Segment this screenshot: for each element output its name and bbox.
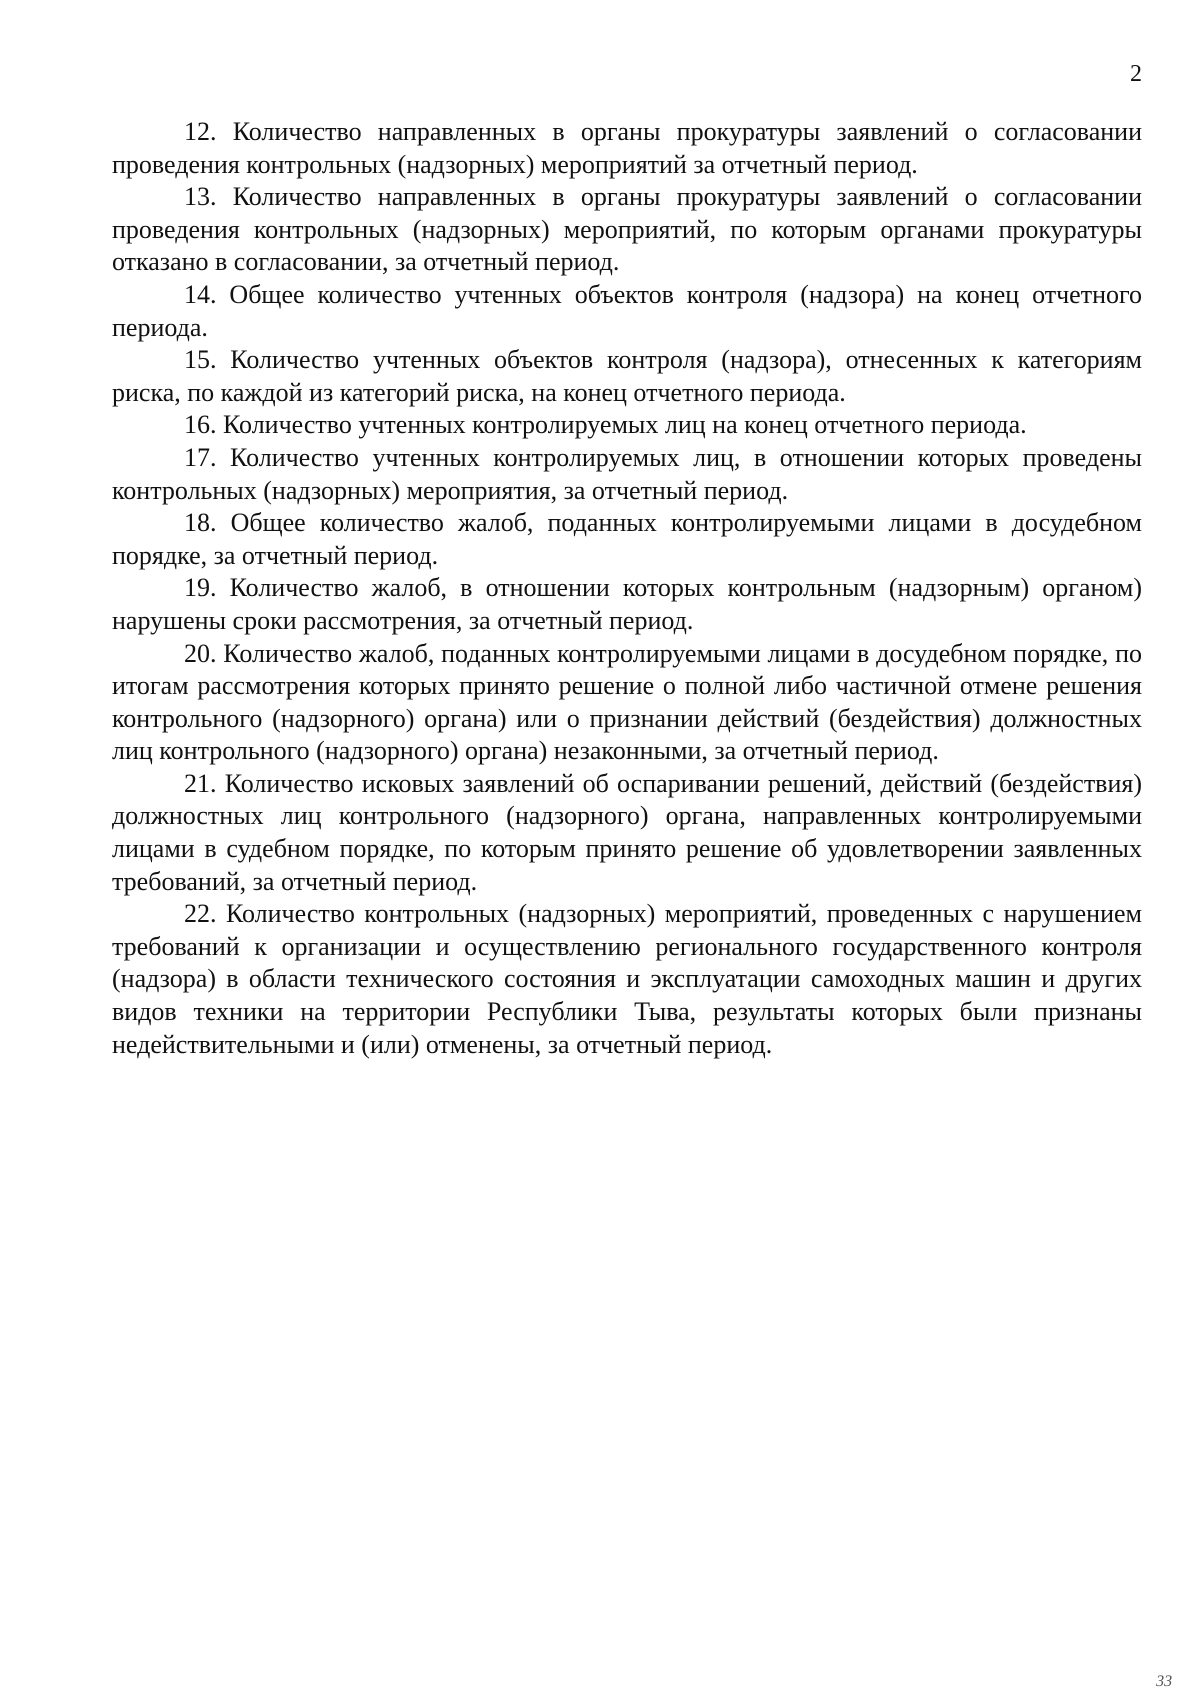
list-item-19: 19. Количество жалоб, в отношении которых контрольным (надзорным) органом) нарушены сроки рассмотрения, за отчетный период. (112, 573, 1142, 635)
list-item-18: 18. Общее количество жалоб, поданных контролируемыми лицами в досудебном порядке, за отчетный период. (112, 508, 1142, 570)
list-item-12: 12. Количество направленных в органы прокуратуры заявлений о согласовании проведения контрольных (надзорных) мероприятий за отчетный период. (112, 117, 1142, 179)
list-item-15: 15. Количество учтенных объектов контроля (надзора), отнесенных к категориям риска, по каждой из категорий риска, на конец отчетного периода. (112, 345, 1142, 407)
corner-mark: 33 (1154, 1673, 1174, 1690)
list-item-20: 20. Количество жалоб, поданных контролируемыми лицами в досудебном порядке, по итогам рассмотрения которых принято решение о полной либо частичной отмене решения контрольного (надзорного) органа) или о признании действий (бездействия) должностных лиц контрольного (надзорного) органа) незаконными, за отчетный период. (112, 638, 1142, 766)
list-item-22: 22. Количество контрольных (надзорных) мероприятий, проведенных с нарушением требований к организации и осуществлению регионального государственного контроля (надзора) в области технического состояния и эксплуатации самоходных машин и других видов техники на территории Республики Тыва, результаты которых были признаны недействительными и (или) отменены, за отчетный период. (112, 899, 1142, 1059)
list-item-16: 16. Количество учтенных контролируемых лиц на конец отчетного периода. (184, 410, 1027, 440)
page-number: 2 (1130, 61, 1142, 87)
list-item-14: 14. Общее количество учтенных объектов контроля (надзора) на конец отчетного периода. (112, 279, 1142, 342)
list-item-13: 13. Количество направленных в органы прокуратуры заявлений о согласовании проведения контрольных (надзорных) мероприятий, по которым органами прокуратуры отказано в согласовании, за отчетный период. (112, 182, 1142, 277)
list-item-17: 17. Количество учтенных контролируемых лиц, в отношении которых проведены контрольных (надзорных) мероприятия, за отчетный период. (112, 442, 1142, 505)
document-body (112, 116, 1142, 1061)
list-item-21: 21. Количество исковых заявлений об оспаривании решений, действий (бездействия) должностных лиц контрольного (надзорного) органа, направленных контролируемыми лицами в судебном порядке, по которым принято решение об удовлетворении заявленных требований, за отчетный период. (112, 768, 1142, 896)
